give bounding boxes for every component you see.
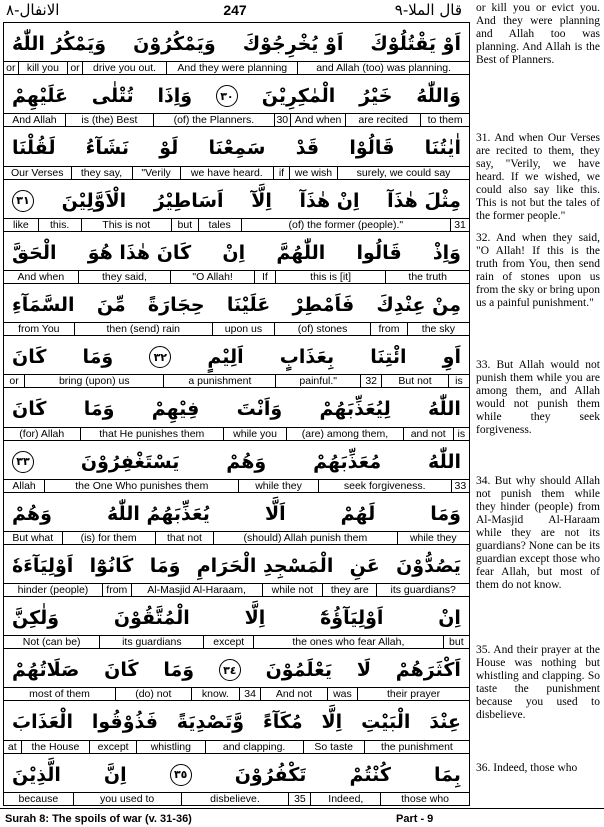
verse-row <box>4 336 469 388</box>
verse-translation-paragraph: or kill you or evict you. And they were planning and Allah too was planning. And Allah is the Best of Planners. <box>476 2 600 66</box>
arabic-word: وَمَا <box>430 502 461 525</box>
verse-row <box>4 754 469 806</box>
word-translation: and Allah (too) was planning. <box>297 62 469 74</box>
arabic-word: وَمَا <box>163 659 195 682</box>
arabic-word: وَهُمْ <box>12 502 52 525</box>
arabic-word: وَهُمْ <box>226 450 267 473</box>
ayah-marker: ٣٣ <box>12 451 34 473</box>
verse-row <box>4 180 469 232</box>
word-translation: "Verily <box>132 167 180 179</box>
arabic-word: لِيُعَذِّبَهُمْ <box>319 398 391 421</box>
arabic-word: مِنْ عِنْدِكَ <box>376 293 461 316</box>
verse-translation-paragraph: 32. And when they said, "O Allah! If this is the truth from You, then send rain of stones upon us from the sky or bring upon us a painful punishment." <box>476 232 600 309</box>
arabic-word: لَا <box>356 659 371 682</box>
word-translation: was <box>327 688 357 700</box>
arabic-word: وَيَمْكُرُ اللّٰهُ <box>12 33 107 55</box>
word-translation: while not <box>262 584 323 596</box>
arabic-line <box>4 388 469 430</box>
word-translation: from <box>370 323 407 335</box>
ayah-marker: ٣٠ <box>216 85 238 107</box>
verse-row <box>4 701 469 753</box>
arabic-word: مِّنَ <box>96 293 126 316</box>
arabic-word: الْعَذَابَ <box>12 711 73 734</box>
arabic-word: سَمِعْنَا <box>208 137 266 160</box>
word-translation: But what <box>12 531 54 544</box>
page-footer <box>0 808 604 827</box>
arabic-word: اٰيٰتُنَا <box>424 137 461 160</box>
word-translation: the One Who punishes them <box>44 480 238 492</box>
arabic-word: وَلٰكِنَّ <box>12 607 60 630</box>
arabic-word: عَنِ <box>349 554 380 577</box>
translation-line <box>4 322 469 335</box>
verse-row <box>4 649 469 701</box>
juz-name-arabic: قال الملا-٩ <box>394 1 462 19</box>
word-translation: from You <box>18 323 60 336</box>
arabic-line <box>4 441 469 483</box>
arabic-word: اَوْ يَقْتُلُوْكَ <box>370 33 461 55</box>
word-translation: (should) Allah punish them <box>213 532 396 544</box>
word-translation: (of) the former (people)." <box>241 219 451 231</box>
translation-line <box>4 113 469 126</box>
word-translation: those who <box>380 793 469 805</box>
word-translation: their prayer <box>357 688 469 700</box>
ayah-marker: ٣٥ <box>170 764 192 786</box>
word-translation: disbelieve. <box>181 793 289 805</box>
word-translation: (of) stones <box>274 323 370 335</box>
page-number: 247 <box>223 2 247 18</box>
word-translation: seek forgiveness. <box>318 480 451 492</box>
word-translation: you used to <box>73 793 181 805</box>
arabic-word: اَلِيْمٍ <box>207 346 244 369</box>
word-translation: except <box>203 636 253 648</box>
translation-line <box>4 792 469 805</box>
word-translation: to them <box>420 114 469 126</box>
verse-translation-paragraph: 36. Indeed, those who <box>476 762 578 774</box>
arabic-word: اللّٰهُ <box>428 398 461 421</box>
word-translation: at <box>7 740 17 753</box>
arabic-word: اَوِ <box>442 346 461 369</box>
arabic-line <box>4 701 469 743</box>
word-translation: the truth <box>385 271 469 283</box>
word-translation: whistling <box>136 741 205 753</box>
word-translation: (of) the Planners. <box>153 114 274 126</box>
verse-row <box>4 545 469 597</box>
word-translation: And they were planning <box>166 62 297 74</box>
arabic-word: اَسَاطِيْرُ <box>153 189 224 212</box>
word-translation: like <box>13 218 29 231</box>
word-translation: 35 <box>288 793 310 805</box>
arabic-word: وَمَا <box>149 554 181 577</box>
arabic-word: كَانَ هٰذَا هُوَ <box>87 241 192 264</box>
arabic-word: اِلَّآ <box>251 189 272 212</box>
word-translation: while they <box>238 480 317 492</box>
word-translation: 32 <box>360 375 381 387</box>
word-translation: bring (upon) us <box>24 375 163 387</box>
word-translation: if <box>273 167 289 179</box>
ayah-marker: ٣٤ <box>219 659 241 681</box>
word-translation: Not (can be) <box>22 636 81 649</box>
word-translation: (for) Allah <box>19 427 65 440</box>
arabic-word: بِمَا <box>433 763 461 786</box>
arabic-word: اَلَّا <box>264 502 286 525</box>
page-header <box>0 0 470 22</box>
translation-line <box>4 687 469 700</box>
arabic-word: وَيَمْكُرُوْنَ <box>133 33 216 55</box>
word-translation: are recited <box>345 114 420 126</box>
word-translation: they said, <box>78 271 171 283</box>
word-translation: we wish <box>289 167 337 179</box>
arabic-line <box>4 597 469 639</box>
arabic-word: حِجَارَةً <box>147 293 205 316</box>
word-translation: 34 <box>239 688 260 700</box>
word-translation: most of them <box>29 688 90 701</box>
arabic-word: السَّمَآءِ <box>12 293 75 316</box>
word-translation: (are) among them, <box>286 428 403 440</box>
arabic-word: تَكْفُرُوْنَ <box>234 763 307 786</box>
arabic-word: عَلَيْنَا <box>226 293 271 316</box>
word-translation: (is) for them <box>62 532 155 544</box>
arabic-word: فَاَمْطِرْ <box>292 293 355 316</box>
arabic-word: وَاَنْتَ <box>236 398 283 421</box>
word-translation: or <box>6 62 16 75</box>
part-label: Part - 9 <box>396 813 434 825</box>
arabic-line <box>4 754 469 796</box>
word-translation: drive you out. <box>82 62 166 74</box>
word-translation: is <box>448 375 469 387</box>
arabic-word: الْمٰكِرِيْنَ <box>261 85 336 108</box>
arabic-word: كَانَ <box>104 659 139 682</box>
arabic-word: كَانَ <box>12 398 47 421</box>
arabic-word: اِنْ <box>222 241 246 264</box>
word-translation: its guardians <box>99 636 203 648</box>
arabic-line <box>4 336 469 378</box>
verse-row <box>4 23 469 75</box>
arabic-word: كَانُوْٓا <box>89 554 134 577</box>
word-translation: This is not <box>81 219 171 231</box>
translation-line <box>4 740 469 753</box>
arabic-line <box>4 180 469 222</box>
arabic-word: وَاللّٰهُ <box>416 85 461 108</box>
word-translation: is <box>453 428 469 440</box>
verse-translation-paragraph: 35. And their prayer at the House was nothing but whistling and clapping. So taste the punishment because you used to disbelieve. <box>476 644 600 721</box>
word-translation: the sky <box>407 323 469 335</box>
word-translation: But not <box>381 375 448 387</box>
word-translation: Our Verses <box>10 166 64 179</box>
word-translation: then (send) rain <box>74 323 212 335</box>
verse-translation-paragraph: 33. But Allah would not punish them while you are among them, and Allah would not punish them while they seek forgiveness. <box>476 359 600 436</box>
word-translation: that He punishes them <box>80 428 223 440</box>
arabic-word: لَوْ <box>159 137 179 160</box>
arabic-word: نَشَآءُ <box>85 137 129 160</box>
word-translation: the House <box>21 741 90 753</box>
word-by-word-grid <box>3 22 470 806</box>
arabic-line <box>4 545 469 587</box>
translation-line <box>4 374 469 387</box>
arabic-word: اِنَّ <box>103 763 127 786</box>
verse-translation-paragraph: 31. And when Our Verses are recited to them, they say, "Verily, we have heard. If we wished, we could also say like this. This is not but the tales of the former people." <box>476 132 600 222</box>
word-translation: surely, we could say <box>337 167 469 179</box>
arabic-word: عَلَيْهِمْ <box>12 85 68 108</box>
word-translation: but <box>443 636 469 648</box>
arabic-word: مُعَذِّبَهُمْ <box>313 450 382 473</box>
word-translation: the punishment <box>364 741 469 753</box>
arabic-line <box>4 232 469 274</box>
arabic-word: قَالُوا <box>356 241 402 264</box>
arabic-word: قَدْ <box>295 137 320 160</box>
word-translation: If <box>254 271 275 283</box>
word-translation: but <box>171 219 198 231</box>
verse-row <box>4 597 469 649</box>
word-translation: 31 <box>450 219 469 231</box>
arabic-word: اَوْلِيَآؤُهٗٓ <box>320 607 384 630</box>
word-translation: And when <box>17 270 65 283</box>
word-translation: they are <box>322 584 376 596</box>
word-translation: Indeed, <box>310 793 380 805</box>
translation-line <box>4 635 469 648</box>
arabic-word: الْمُتَّقُوْنَ <box>113 607 190 630</box>
word-translation: 33 <box>451 480 469 492</box>
arabic-word: تُتْلٰى <box>91 85 134 108</box>
word-translation: they say, <box>71 167 132 179</box>
arabic-word: الَّذِيْنَ <box>12 763 61 786</box>
arabic-word: يُعَذِّبَهُمُ اللّٰهُ <box>106 502 210 525</box>
arabic-word: كَانَ <box>12 346 47 369</box>
word-translation: is (the) Best <box>65 114 153 126</box>
word-translation: So taste <box>303 741 364 753</box>
arabic-word: اَوْ يُخْرِجُوْكَ <box>242 33 344 55</box>
arabic-word: مِثْلَ هٰذَآ <box>387 189 461 212</box>
word-translation: that not <box>155 532 214 544</box>
word-translation: while they <box>397 532 469 544</box>
word-translation: And when <box>290 114 345 126</box>
word-translation: because <box>18 792 59 805</box>
arabic-word: بِعَذَابٍ <box>279 346 335 369</box>
arabic-word: يَسْتَغْفِرُوْنَ <box>80 450 180 473</box>
arabic-word: اَكْثَرَهُمْ <box>395 659 461 682</box>
arabic-word: وَاِذَا <box>157 85 193 108</box>
arabic-word: وَمَا <box>83 398 115 421</box>
word-translation: and clapping. <box>205 741 303 753</box>
arabic-word: الْحَقَّ <box>12 241 57 264</box>
arabic-word: اللّٰهُ <box>428 450 461 473</box>
arabic-word: كُنْتُمْ <box>349 763 391 786</box>
translation-line <box>4 61 469 74</box>
word-translation: tales <box>198 219 241 231</box>
arabic-word: عِنْدَ <box>429 711 461 734</box>
surah-title-footer: Surah 8: The spoils of war (v. 31-36) <box>5 813 192 825</box>
arabic-word: قَالُوْا <box>349 137 395 160</box>
word-translation: (do) not <box>115 688 191 700</box>
word-translation: hinder (people) <box>17 584 89 597</box>
word-translation: upon us <box>212 323 274 335</box>
arabic-word: الْمَسْجِدِ الْحَرَامِ <box>196 554 334 577</box>
word-translation: know. <box>191 688 239 700</box>
arabic-word: وَّتَصْدِيَةً <box>176 711 245 734</box>
translation-line <box>4 583 469 596</box>
arabic-word: فَذُوْقُوا <box>91 711 158 734</box>
arabic-line <box>4 493 469 535</box>
translation-line <box>4 531 469 544</box>
word-translation: a punishment <box>163 375 275 387</box>
word-translation: "O Allah! <box>170 271 254 283</box>
word-translation: except <box>89 741 136 753</box>
arabic-word: اِنْ <box>438 607 461 630</box>
arabic-word: الْاَوَّلِيْنَ <box>61 189 127 212</box>
verse-row <box>4 441 469 493</box>
word-translation: And Allah <box>12 114 57 127</box>
translation-line <box>4 427 469 440</box>
word-translation: Al-Masjid Al-Haraam, <box>131 584 262 596</box>
arabic-word: الْبَيْتِ <box>361 711 411 734</box>
word-translation: or <box>67 62 82 74</box>
word-translation: this is [it] <box>275 271 386 283</box>
arabic-word: لَقُلْنَا <box>12 137 56 160</box>
verse-row <box>4 388 469 440</box>
ayah-marker: ٣٢ <box>149 346 171 368</box>
arabic-word: اِنْ هٰذَآ <box>299 189 360 212</box>
translation-line <box>4 270 469 283</box>
verse-row <box>4 75 469 127</box>
arabic-word: يَصُدُّوْنَ <box>396 554 461 577</box>
translation-line <box>4 166 469 179</box>
arabic-line <box>4 75 469 117</box>
arabic-line <box>4 284 469 326</box>
word-translation: 30 <box>274 114 290 126</box>
arabic-word: يَعْلَمُوْنَ <box>265 659 333 682</box>
arabic-line <box>4 23 469 65</box>
word-translation: from <box>102 584 131 596</box>
verse-row <box>4 232 469 284</box>
arabic-word: اِلَّا <box>244 607 266 630</box>
arabic-word: اِلَّا <box>321 711 343 734</box>
word-translation: Allah <box>12 479 36 492</box>
arabic-word: وَمَا <box>82 346 114 369</box>
verse-row <box>4 284 469 336</box>
verse-row <box>4 127 469 179</box>
arabic-line <box>4 127 469 169</box>
word-translation: painful." <box>275 375 360 387</box>
verse-row <box>4 493 469 545</box>
arabic-word: لَهُمْ <box>340 502 376 525</box>
arabic-word: وَاِذْ <box>432 241 461 264</box>
word-translation: we have heard. <box>180 167 273 179</box>
word-translation: And not <box>260 688 327 700</box>
word-translation: this. <box>38 219 81 231</box>
word-translation: and not <box>403 428 453 440</box>
translation-line <box>4 479 469 492</box>
arabic-word: خَيْرُ <box>359 85 393 108</box>
translation-line <box>4 218 469 231</box>
word-translation: while you <box>223 428 286 440</box>
word-translation: the ones who fear Allah, <box>253 636 443 648</box>
word-translation: its guardians? <box>376 584 469 596</box>
word-translation: kill you <box>18 62 68 74</box>
arabic-word: اَوْلِيَآءَهٗ <box>12 554 74 577</box>
surah-name-arabic: الانفال-٨ <box>6 1 60 19</box>
arabic-word: فِيْهِمْ <box>151 398 200 421</box>
arabic-word: ائْتِنَا <box>370 346 407 369</box>
arabic-word: اللّٰهُمَّ <box>276 241 326 264</box>
verse-translation-paragraph: 34. But why should Allah not punish them while they hinder (people) from Al-Masjid Al-Haraam while they are not its guardians? None can be its guardian except those who fear Allah, but most of them do not know. <box>476 475 600 591</box>
word-translation: or <box>9 375 19 388</box>
ayah-marker: ٣١ <box>12 190 34 212</box>
arabic-line <box>4 649 469 691</box>
arabic-word: مُكَآءً <box>262 711 303 734</box>
arabic-word: صَلَاتُهُمْ <box>12 659 80 682</box>
